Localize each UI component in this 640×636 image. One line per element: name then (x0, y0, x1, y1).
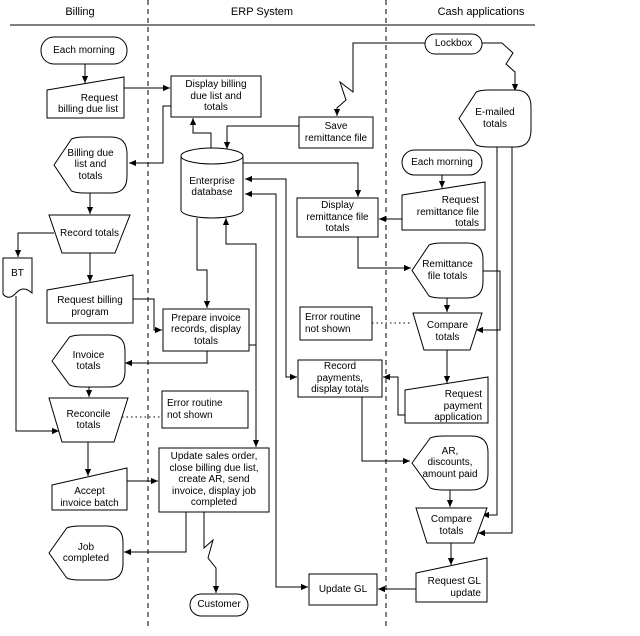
node-invoice-totals (52, 335, 125, 387)
node-display-remittance-file-totals-label: Display remittance file totals (306, 200, 369, 235)
node-lockbox-label: Lockbox (434, 38, 473, 50)
node-billing-due-list-totals-label: Billing due list and totals (67, 147, 114, 182)
node-error-routine-1 (300, 307, 372, 340)
node-start-each-morning (41, 37, 127, 64)
node-request-billing-program-label: Request billing program (57, 295, 123, 318)
node-request-payment-application-label: Request payment application (434, 389, 482, 424)
node-request-payment-application (405, 377, 488, 423)
node-customer-label: Customer (197, 599, 241, 611)
node-start-each-morning-label: Each morning (53, 44, 115, 56)
node-bt-document-label: BT (11, 268, 24, 280)
node-compare-totals-2 (416, 508, 487, 543)
node-request-remittance-file-totals-label: Request remittance file totals (416, 195, 479, 230)
node-reconcile-totals (49, 398, 128, 442)
node-record-payments-label: Record payments, display totals (311, 361, 369, 396)
node-request-billing-program (47, 275, 133, 323)
node-error-routine-1-label: Error routine not shown (305, 312, 361, 335)
node-update-gl (309, 574, 377, 605)
node-ar-discounts-amount-paid (412, 436, 488, 490)
node-update-sales-order (159, 448, 269, 512)
node-customer (190, 594, 248, 616)
node-request-billing-due-list-label: Request billing due list (57, 92, 118, 115)
node-record-payments (298, 360, 382, 397)
node-reconcile-totals-label: Reconcile totals (66, 408, 111, 431)
node-prepare-invoice-records (163, 309, 249, 351)
node-compare-totals-1 (413, 313, 482, 350)
node-record-totals (49, 215, 130, 253)
node-lockbox (425, 34, 482, 54)
node-billing-due-list-totals (54, 137, 127, 193)
node-invoice-totals-label: Invoice totals (72, 349, 105, 372)
node-emailed-totals-label: E-mailed totals (475, 107, 515, 130)
node-update-gl-label: Update GL (318, 583, 368, 595)
node-job-completed-label: Job completed (62, 541, 110, 564)
node-prepare-invoice-records-label: Prepare invoice records, display totals (170, 312, 242, 347)
node-remittance-file-totals-label: Remittance file totals (422, 259, 473, 282)
node-enterprise-database-body (181, 156, 243, 218)
node-accept-invoice-batch-label: Accept invoice batch (60, 486, 119, 509)
node-enterprise-database-label: Enterprise database (189, 175, 235, 198)
node-bt-document (3, 258, 32, 297)
node-display-billing-due-list (171, 76, 261, 117)
node-enterprise-database-top (181, 148, 243, 164)
node-each-morning-cash-label: Each morning (411, 156, 473, 168)
node-compare-totals-1-label: Compare totals (426, 320, 469, 343)
node-save-remittance-file-label: Save remittance file (304, 121, 368, 144)
node-save-remittance-file (299, 117, 373, 148)
node-accept-invoice-batch (52, 468, 127, 510)
node-update-sales-order-label: Update sales order, close billing due list, create AR, send invoice, display job completed (169, 451, 259, 509)
node-request-gl-update (416, 558, 487, 602)
node-error-routine-2 (162, 391, 248, 428)
node-display-remittance-file-totals (297, 198, 378, 237)
node-compare-totals-2-label: Compare totals (430, 514, 473, 537)
node-request-gl-update-label: Request GL update (427, 576, 481, 599)
node-job-completed (49, 526, 123, 580)
lane-title-billing: Billing (65, 6, 95, 18)
node-request-remittance-file-totals (402, 182, 485, 230)
lane-title-cash: Cash applications (437, 6, 525, 18)
lane-title-erp: ERP System (230, 6, 294, 18)
node-ar-discounts-amount-paid-label: AR, discounts, amount paid (422, 445, 478, 480)
node-display-billing-due-list-label: Display billing due list and totals (185, 79, 247, 114)
node-request-billing-due-list (47, 77, 124, 118)
node-record-totals-label: Record totals (60, 228, 119, 240)
node-error-routine-2-label: Error routine not shown (167, 398, 223, 421)
node-remittance-file-totals (412, 243, 483, 298)
node-emailed-totals (459, 90, 531, 147)
node-each-morning-cash (402, 150, 482, 175)
